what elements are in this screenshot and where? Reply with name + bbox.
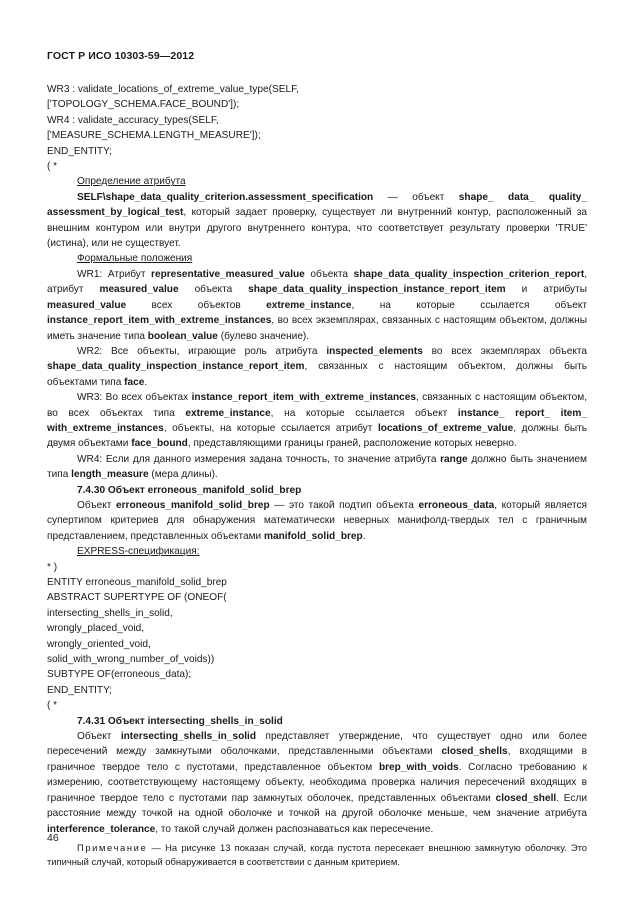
- code-line: * ): [47, 561, 58, 573]
- note-paragraph: [47, 841, 587, 869]
- note-text: — На рисунке 13 показан случай, когда пустота пересекает внешнюю замкнутую оболочку. Это типичный случай, который обнаруживается в соответствии с данным критерием.: [47, 841, 587, 867]
- standard-header: ГОСТ Р ИСО 10303-59—2012: [47, 50, 195, 62]
- note-label: Примечание: [77, 841, 148, 853]
- wr4-paragraph: WR4: Если для данного измерения задана точность, то значение атрибута range должно быть значением типа length_measure (мера длины).: [47, 453, 587, 481]
- express-specification-label: EXPRESS-спецификация:: [77, 546, 200, 558]
- section-7-4-31-paragraph: Объект intersecting_shells_in_solid представляет утверждение, что существует одно или более пересечений между замкнутыми оболочками, представленными объектами closed_shells, входящими в граничное твердое тело с пустотами, представленное объектом brep_with_voids. Согласно требованию к измерению, соответствующему настоящему объекту, необходима проверка наличия пересечений входящих в граничное твердое тело с пустотами пар замкнутых оболочек, представленных объектами closed_shell. Если расстояние между точкой на одной оболочке и точкой на другой оболочке меньше, чем значение атрибута interference_tolerance, то такой случай должен распознаваться как пересечение.: [47, 731, 588, 835]
- attribute-definition-paragraph: SELF\shape_data_quality_criterion.assessment_specification — объект shape_ data_ quality_ assessment_by_logical_test, который задает проверку, существует ли внутренний контур, расположенный за внешним контуром или внутри другого внутреннего контура, что соответствует результату проверки 'TRUE' (истина), или не существует.: [47, 191, 587, 250]
- code-line: wrongly_oriented_void,: [47, 638, 151, 650]
- code-line: ( *: [47, 161, 58, 173]
- code-line: ABSTRACT SUPERTYPE OF (ONEOF(: [47, 592, 227, 604]
- code-line: SUBTYPE OF(erroneous_data);: [47, 669, 192, 681]
- code-block-top: [47, 82, 587, 174]
- code-line: ENTITY erroneous_manifold_solid_brep: [47, 577, 227, 588]
- wr3-paragraph: WR3: Во всех объектах instance_report_item_with_extreme_instances, связанных с настоящим объектом, во всех объектах типа extreme_instance, на которые ссылается объект instance_ report_ item_ with_extreme_instances, объекты, на которые ссылается атрибут locations_of_extreme_value, должны быть двумя объектами face_bound, представляющими границы граней, расположение которых неверно.: [47, 392, 588, 450]
- code-block-mid: [47, 560, 587, 714]
- code-line: END_ENTITY;: [47, 684, 112, 696]
- attribute-definition-heading: Определение атрибута: [77, 176, 186, 188]
- section-7-4-31-heading: 7.4.31 Объект intersecting_shells_in_solid: [77, 715, 283, 727]
- wr2-paragraph: WR2: Все объекты, играющие роль атрибута inspected_elements во всех экземплярах объекта shape_data_quality_inspection_instance_report_item, связанных с настоящим объектом, должны быть объектами типа face.: [47, 345, 587, 388]
- wr1-paragraph: WR1: Атрибут representative_measured_value объекта shape_data_quality_inspection_criterion_report, атрибут measured_value объекта shape_data_quality_inspection_instance_report_item и атрибуты measured_value всех объектов extreme_instance, на которые ссылается объект instance_report_item_with_extreme_instances, во всех экземплярах, связанных с настоящим объектом, должны иметь значение типа boolean_value (булево значение).: [47, 268, 587, 342]
- code-line: ( *: [47, 700, 58, 712]
- page-number: 46: [47, 832, 59, 844]
- formal-propositions-heading: Формальные положения: [77, 253, 193, 265]
- code-line: solid_with_wrong_number_of_voids)): [47, 654, 215, 666]
- code-line: ['TOPOLOGY_SCHEMA.FACE_BOUND']);: [47, 99, 240, 111]
- section-7-4-30-heading: 7.4.30 Объект erroneous_manifold_solid_brep: [77, 484, 302, 496]
- code-line: intersecting_shells_in_solid,: [47, 607, 173, 619]
- code-line: WR3 : validate_locations_of_extreme_value_type(SELF,: [47, 84, 299, 95]
- code-line: WR4 : validate_accuracy_types(SELF,: [47, 114, 219, 126]
- code-line: ['MEASURE_SCHEMA.LENGTH_MEASURE']);: [47, 130, 261, 142]
- section-7-4-30-paragraph: Объект erroneous_manifold_solid_brep — это такой подтип объекта erroneous_data, который является супертипом критериев для обнаружения математически неверных манифолд-твердых тел с граничным представлением, представленных объектами manifold_solid_brep.: [47, 499, 587, 542]
- page-content: [47, 82, 587, 869]
- code-line: wrongly_placed_void,: [47, 623, 145, 635]
- code-line: END_ENTITY;: [47, 145, 112, 157]
